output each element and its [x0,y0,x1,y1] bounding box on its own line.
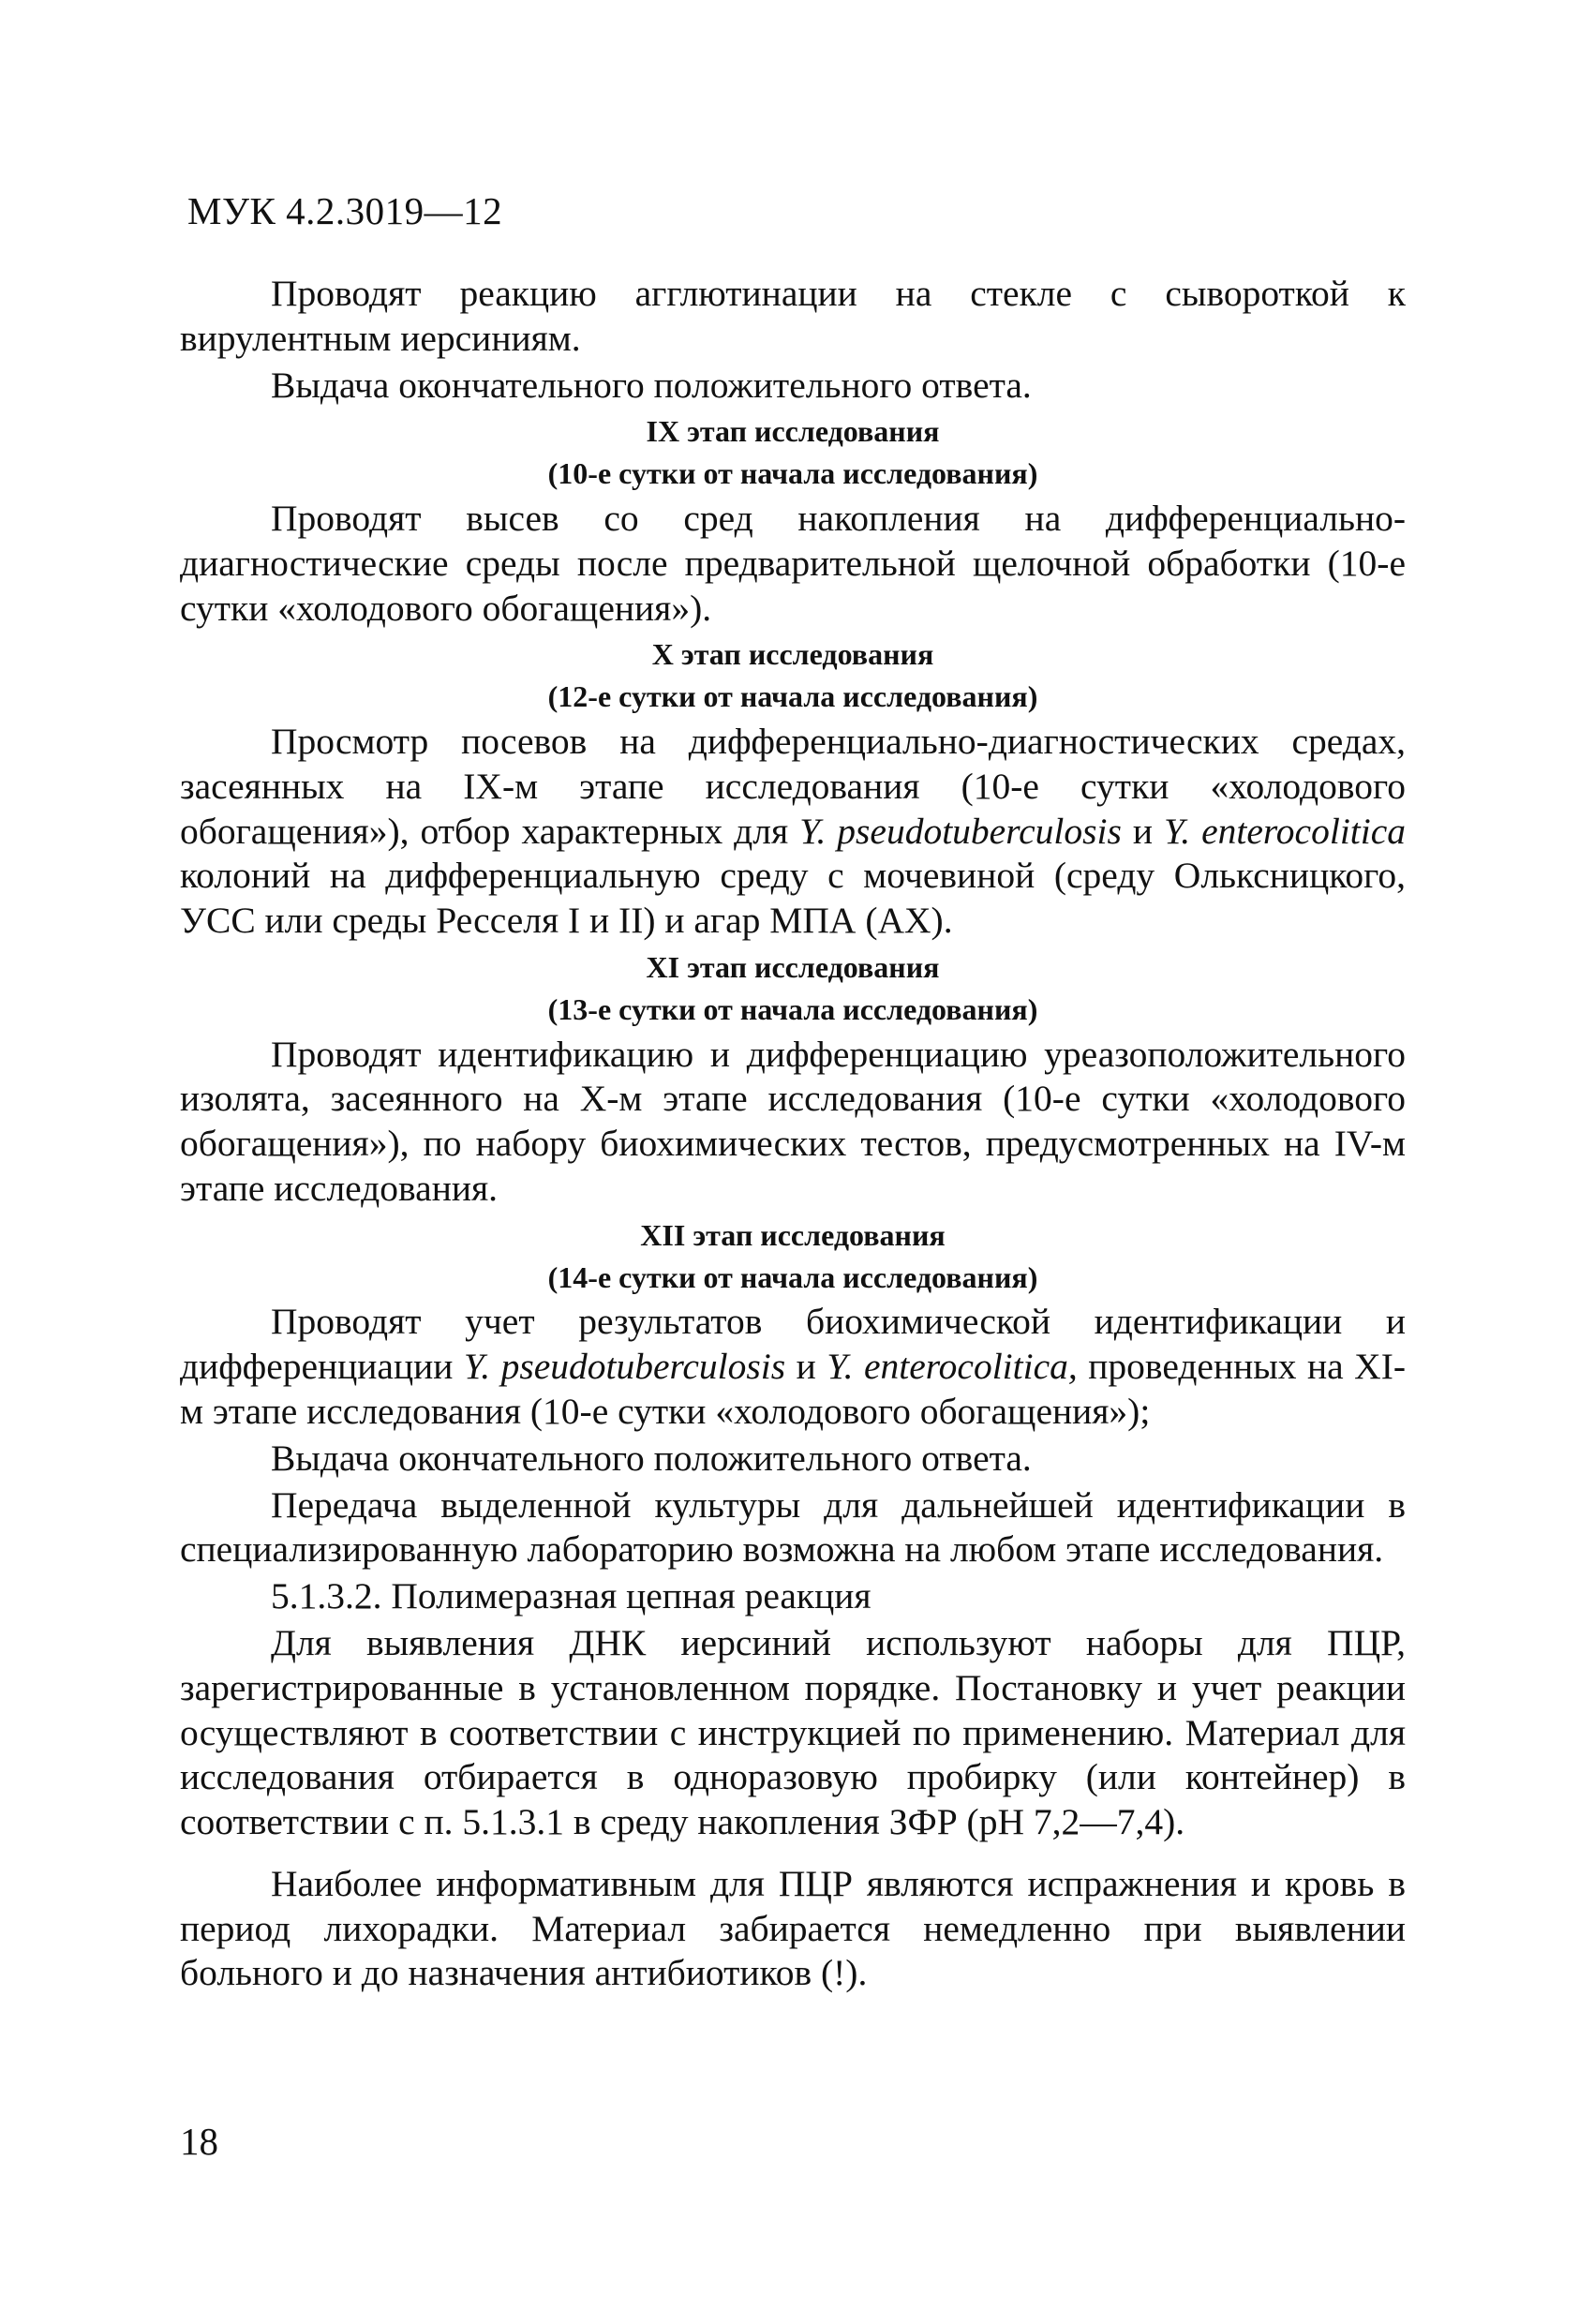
paragraph-text: Просмотр посевов на дифференциально-диагностических средах, засеянных на IX-м этапе исследования (10-е сутки «холодового обогащения»), отбор характерных для [180,720,1406,852]
section-subheading: (12-е сутки от начала исследования) [547,679,1038,714]
paragraph: Проводят реакцию агглютинации на стекле с сывороткой к вирулентным иерсиниям. [180,273,1406,359]
section-subheading: (14-е сутки от начала исследования) [547,1259,1038,1294]
paragraph: Проводят идентификацию и дифференциацию уреазоположительного изолята, засеянного на X-м этапе исследования (10-е сутки «холодового обогащения»), по набору биохимических тестов, предусмотренных на IV-м этапе исследования. [180,1033,1406,1209]
paragraph: Выдача окончательного положительного ответа. [271,364,1032,406]
subsection-title: 5.1.3.2. Полимеразная цепная реакция [271,1575,871,1617]
section-subheading: (13-е сутки от начала исследования) [547,991,1038,1026]
section-subheading: (10-е сутки от начала исследования) [547,456,1038,491]
paragraph: Передача выделенной культуры для дальнейшей идентификации в специализированную лабораторию возможна на любом этапе исследования. [180,1483,1406,1571]
paragraph-text: и [796,1346,816,1388]
species-name: Y. enterocolitica, [827,1346,1078,1388]
paragraph: Наиболее информативным для ПЦР являются испражнения и кровь в период лихорадки. Материал забирается немедленно при выявлении больного и до назначения антибиотиков (!). [180,1862,1406,1994]
section-heading: X этап исследования [651,637,934,672]
section-heading: IX этап исследования [646,414,940,449]
paragraph: Проводят высев со сред накопления на дифференциально-диагностические среды после предварительной щелочной обработки (10-е сутки «холодового обогащения»). [180,497,1406,629]
paragraph: Выдача окончательного положительного ответа. [271,1437,1032,1479]
paragraph-text: и [1132,810,1153,852]
paragraph [180,720,1406,944]
section-heading: XI этап исследования [646,949,940,984]
section-heading: XII этап исследования [640,1217,946,1252]
document-body [180,272,1406,1996]
paragraph-text: Проводят учет результатов биохимической идентификации и дифференциации [180,1301,1406,1388]
paragraph [180,1300,1406,1434]
paragraph-text: колоний на дифференциальную среду с мочевиной (среду Ольксницкого, УСС или среды Ресселя I и II) и агар МПА (АХ). [180,855,1406,942]
paragraph-text: проведенных на XI-м этапе исследования (10-е сутки «холодового обогащения»); [180,1346,1407,1432]
species-name: Y. pseudotuberculosis [463,1346,786,1388]
species-name: Y. pseudotuberculosis [799,810,1122,852]
page-number: 18 [180,2120,218,2163]
document-header: МУК 4.2.3019—12 [187,189,503,232]
species-name: Y. enterocolitica [1163,810,1407,852]
paragraph: Для выявления ДНК иерсиний используют наборы для ПЦР, зарегистрированные в установленном порядке. Постановку и учет реакции осуществляют в соответствии с инструкцией по применению. Материал для исследования отбирается в одноразовую пробирку (или контейнер) в соответствии с п. 5.1.3.1 в среду накопления ЗФР (pH 7,2—7,4). [180,1621,1406,1843]
